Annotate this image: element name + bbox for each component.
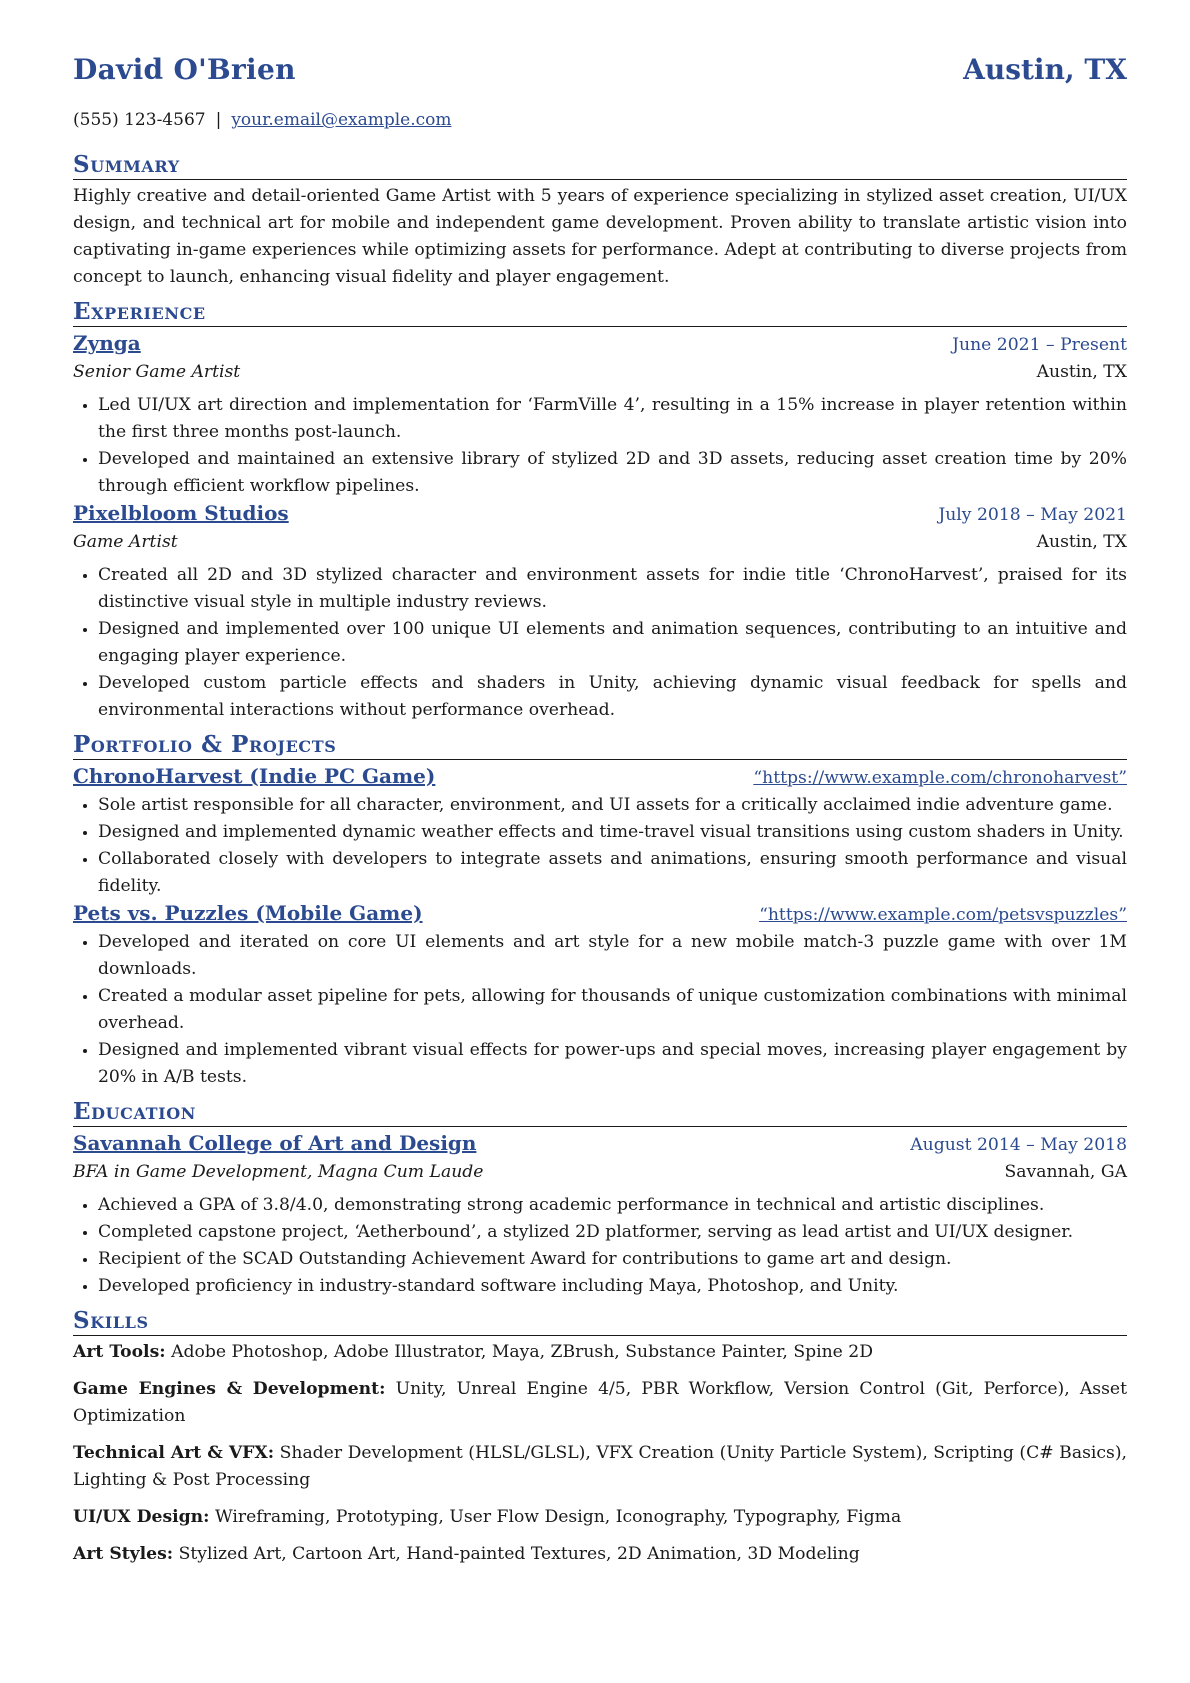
job-title: Game Artist xyxy=(73,532,178,552)
skill-line xyxy=(73,1440,1127,1494)
contact-line xyxy=(73,107,1127,134)
bullet-list xyxy=(73,929,1127,1091)
company-link[interactable]: Zynga xyxy=(73,331,141,355)
skill-label: Game Engines & Development: xyxy=(73,1379,386,1399)
job-title: Senior Game Artist xyxy=(73,362,241,382)
bullet-list xyxy=(73,562,1127,724)
bullet-item: • Developed and iterated on core UI elements and art style for a new mobile match-3 puzzle game with over 1M downloads. xyxy=(98,929,1127,983)
bullet-item: • Created all 2D and 3D stylized character and environment assets for indie title ‘ChronoHarvest’, praised for its distinctive visual style in multiple industry reviews. xyxy=(98,562,1127,616)
bullet-item: • Sole artist responsible for all character, environment, and UI assets for a critically acclaimed indie adventure game. xyxy=(98,792,1127,819)
education-dates: August 2014 – May 2018 xyxy=(910,1135,1127,1155)
project-entry xyxy=(73,763,1127,900)
job-location: Austin, TX xyxy=(1036,362,1127,382)
section-title-summary: Summary xyxy=(73,151,1127,180)
resume-page xyxy=(73,53,1127,1568)
bullet-item: • Collaborated closely with developers to integrate assets and animations, ensuring smooth performance and visual fidelity. xyxy=(98,846,1127,900)
project-link[interactable]: ChronoHarvest (Indie PC Game) xyxy=(73,764,436,788)
skill-line xyxy=(73,1339,1127,1366)
bullet-item: • Designed and implemented vibrant visual effects for power-ups and special moves, increasing player engagement by 20% in A/B tests. xyxy=(98,1037,1127,1091)
experience-entry xyxy=(73,330,1127,500)
bullet-item: • Designed and implemented dynamic weather effects and time-travel visual transitions using custom shaders in Unity. xyxy=(98,819,1127,846)
bullet-item: • Developed custom particle effects and shaders in Unity, achieving dynamic visual feedback for spells and environmental interactions without performance overhead. xyxy=(98,670,1127,724)
skill-line xyxy=(73,1376,1127,1430)
project-url[interactable]: “https://www.example.com/petsvspuzzles” xyxy=(759,905,1127,925)
job-dates: July 2018 – May 2021 xyxy=(938,505,1127,525)
candidate-location: Austin, TX xyxy=(963,53,1127,86)
bullet-item: • Led UI/UX art direction and implementation for ‘FarmVille 4’, resulting in a 15% increase in player retention within the first three months post-launch. xyxy=(98,392,1127,446)
phone: (555) 123-4567 xyxy=(73,110,206,130)
skill-value: Wireframing, Prototyping, User Flow Design, Iconography, Typography, Figma xyxy=(215,1507,902,1527)
bullet-list xyxy=(73,392,1127,500)
contact-separator: | xyxy=(215,110,222,130)
skill-label: Technical Art & VFX: xyxy=(73,1443,275,1463)
company-link[interactable]: Pixelbloom Studios xyxy=(73,501,289,525)
experience-entry xyxy=(73,500,1127,724)
bullet-item: • Recipient of the SCAD Outstanding Achievement Award for contributions to game art and design. xyxy=(98,1246,1127,1273)
project-entry xyxy=(73,900,1127,1091)
bullet-item: • Achieved a GPA of 3.8/4.0, demonstrating strong academic performance in technical and artistic disciplines. xyxy=(98,1192,1127,1219)
skill-value: Unity, Unreal Engine 4/5, PBR Workflow, Version Control (Git, Perforce), Asset Optimization xyxy=(73,1379,1127,1426)
bullet-item: • Developed proficiency in industry-standard software including Maya, Photoshop, and Unity. xyxy=(98,1273,1127,1300)
degree: BFA in Game Development, Magna Cum Laude xyxy=(73,1162,484,1182)
skill-line xyxy=(73,1541,1127,1568)
skill-value: Shader Development (HLSL/GLSL), VFX Creation (Unity Particle System), Scripting (C# Basics), Lighting & Post Processing xyxy=(73,1443,1127,1490)
bullet-item: • Designed and implemented over 100 unique UI elements and animation sequences, contributing to an intuitive and engaging player experience. xyxy=(98,616,1127,670)
skill-value: Adobe Photoshop, Adobe Illustrator, Maya, ZBrush, Substance Painter, Spine 2D xyxy=(171,1342,874,1362)
skill-label: UI/UX Design: xyxy=(73,1507,210,1527)
education-entry xyxy=(73,1130,1127,1300)
bullet-list xyxy=(73,1192,1127,1300)
skill-line xyxy=(73,1504,1127,1531)
skill-label: Art Styles: xyxy=(73,1544,174,1564)
section-title-experience: Experience xyxy=(73,298,1127,327)
section-title-education: Education xyxy=(73,1098,1127,1127)
bullet-item: • Completed capstone project, ‘Aetherbound’, a stylized 2D platformer, serving as lead artist and UI/UX designer. xyxy=(98,1219,1127,1246)
email-link[interactable]: your.email@example.com xyxy=(231,110,452,130)
summary-text: Highly creative and detail-oriented Game Artist with 5 years of experience specializing in stylized asset creation, UI/UX design, and technical art for mobile and independent game development. Proven ability to translate artistic vision into captivating in-game experiences while optimizing assets for performance. Adept at contributing to diverse projects from concept to launch, enhancing visual fidelity and player engagement. xyxy=(73,186,1127,287)
school-link[interactable]: Savannah College of Art and Design xyxy=(73,1131,477,1155)
bullet-list xyxy=(73,792,1127,900)
education-location: Savannah, GA xyxy=(1004,1162,1127,1182)
project-url[interactable]: “https://www.example.com/chronoharvest” xyxy=(753,768,1127,788)
header xyxy=(73,53,1127,104)
job-dates: June 2021 – Present xyxy=(952,335,1127,355)
skill-label: Art Tools: xyxy=(73,1342,166,1362)
candidate-name: David O'Brien xyxy=(73,53,296,86)
bullet-item: • Created a modular asset pipeline for pets, allowing for thousands of unique customization combinations with minimal overhead. xyxy=(98,983,1127,1037)
bullet-item: • Developed and maintained an extensive library of stylized 2D and 3D assets, reducing asset creation time by 20% through efficient workflow pipelines. xyxy=(98,446,1127,500)
section-title-projects: Portfolio & Projects xyxy=(73,731,1127,760)
job-location: Austin, TX xyxy=(1036,532,1127,552)
project-link[interactable]: Pets vs. Puzzles (Mobile Game) xyxy=(73,901,423,925)
section-title-skills: Skills xyxy=(73,1307,1127,1336)
skill-value: Stylized Art, Cartoon Art, Hand-painted Textures, 2D Animation, 3D Modeling xyxy=(178,1544,860,1564)
